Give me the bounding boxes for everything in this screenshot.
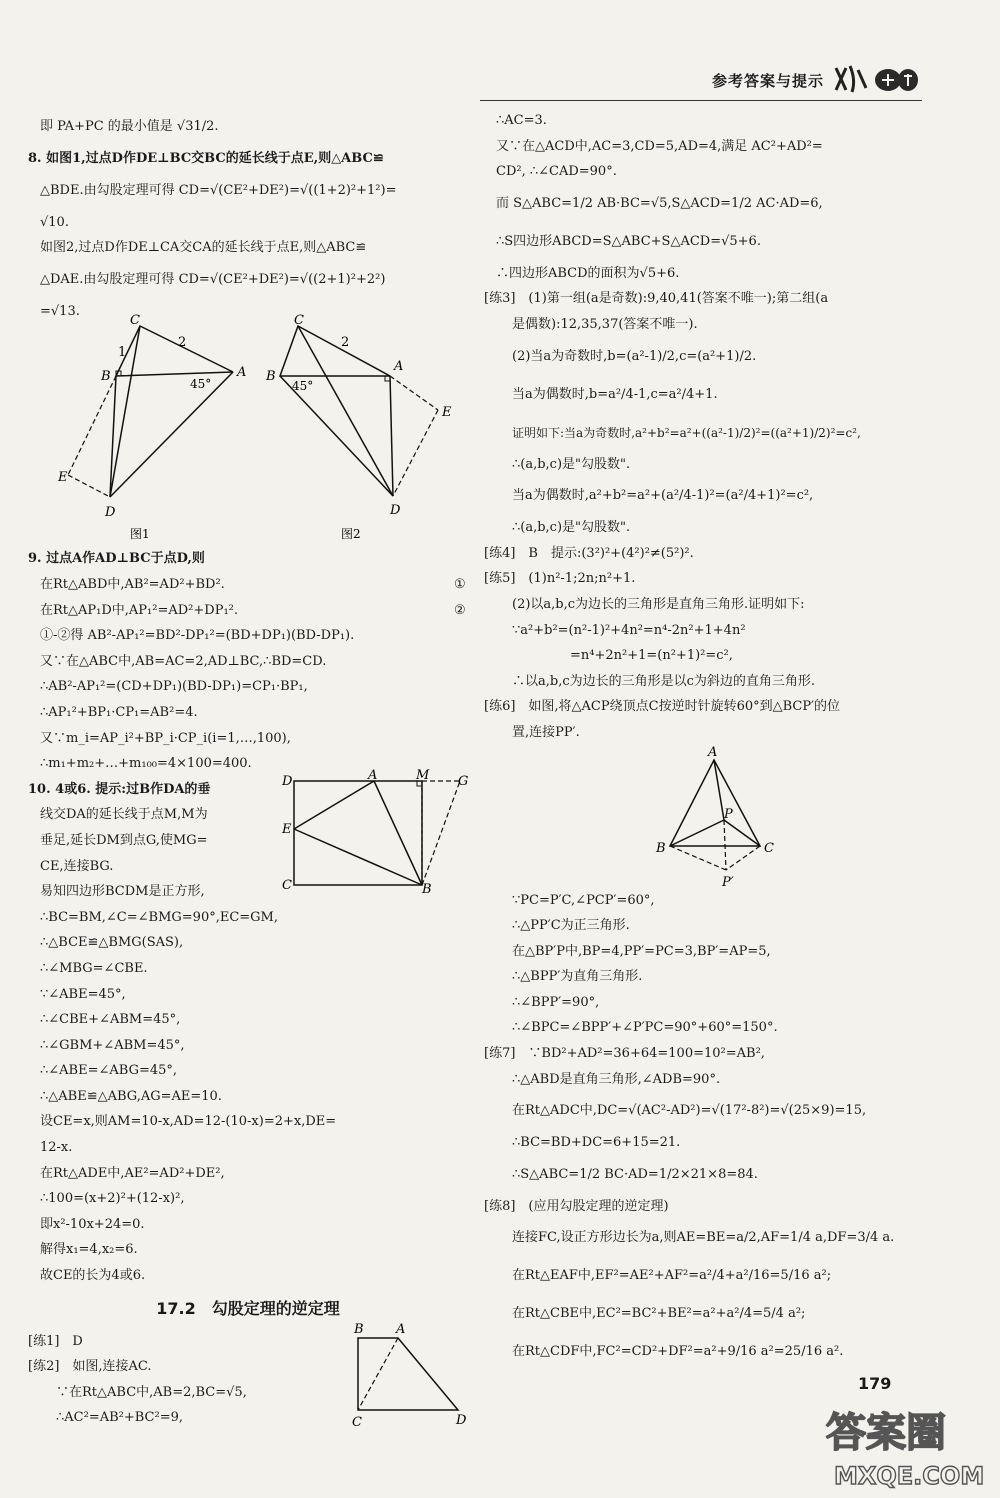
q9-line: 9. 过点A作AD⊥BC于点D,则 [28, 551, 205, 567]
rhs-line: ∴四边形ABCD的面积为√5+6. [496, 265, 680, 281]
lian6-label-P: P [724, 806, 733, 822]
lian2-label-A: A [396, 1322, 406, 1338]
q10-label-G: G [458, 773, 469, 789]
q9-line: 在Rt△ABD中,AB²=AD²+BD². ① [28, 572, 468, 598]
lian2-label-D: D [456, 1413, 467, 1429]
lian7-line: ∴△ABD是直角三角形,∠ADB=90°. [512, 1071, 721, 1087]
lian8-line: 在Rt△EAF中,EF²=AE²+AF²=a²/4+a²/16=5/16 a²; [512, 1268, 832, 1284]
q10-label-C: C [282, 877, 292, 893]
q10-label-M: M [416, 767, 430, 783]
fig1-label-B: B [101, 369, 111, 385]
q8-line: √10. [40, 214, 69, 230]
fig2-caption: 图2 [341, 527, 361, 542]
page-number: 179 [858, 1374, 892, 1393]
q10-line: ∴△ABE≌△ABG,AG=AE=10. [40, 1088, 222, 1104]
lian7-line: ∴S△ABC=1/2 BC·AD=1/2×21×8=84. [512, 1166, 758, 1182]
fig1-label-A: A [237, 365, 247, 381]
figure-2 [265, 313, 452, 541]
q10-line: ∴BC=BM,∠C=∠BMG=90°,EC=GM, [40, 909, 278, 925]
page-header [480, 62, 920, 96]
equation-mark-1: ① [454, 576, 466, 592]
q10-line: 易知四边形BCDM是正方形, [40, 884, 205, 900]
q10-line: ∴∠MBG=∠CBE. [40, 960, 148, 976]
fig1-label-2: 2 [178, 335, 187, 351]
q8-line: 8. 如图1,过点D作DE⊥BC交BC的延长线于点E,则△ABC≌ [28, 151, 384, 166]
q9-line: 又∵m_i=AP_i²+BP_i·CP_i(i=1,…,100), [40, 730, 291, 746]
figure-1 [57, 313, 246, 541]
lian2-line: ∴AC²=AB²+BC²=9, [56, 1410, 184, 1426]
q10-line: CE,连接BG. [40, 858, 114, 874]
right-column [484, 108, 924, 1371]
q10-label-A: A [368, 767, 378, 783]
rhs-line: 而 S△ABC=1/2 AB·BC=√5,S△ACD=1/2 AC·AD=6, [496, 195, 823, 211]
rhs-line: ∴S四边形ABCD=S△ABC+S△ACD=√5+6. [496, 233, 761, 249]
lian3-line: 是偶数):12,35,37(答案不唯一). [512, 316, 698, 332]
q10-line: 垂足,延长DM到点G,使MG= [40, 832, 208, 848]
watermark-url: MXQE.COM [834, 1462, 985, 1490]
lian2-label-C: C [352, 1415, 362, 1431]
q8-line: △DAE.由勾股定理可得 CD=√(CE²+DE²)=√((2+1)²+2²) [40, 271, 386, 287]
q9-line: 在Rt△AP₁D中,AP₁²=AD²+DP₁². ② [28, 598, 468, 624]
q8-line: 如图2,过点D作DE⊥CA交CA的延长线于点E,则△ABC≌ [40, 240, 367, 256]
lian4-line: [练4] B 提示:(3²)²+(4²)²≠(5²)². [484, 545, 694, 561]
fig1-label-1: 1 [118, 345, 127, 361]
lian6-line: ∴△BPP′为直角三角形. [512, 969, 643, 985]
lian2-line: [练2] 如图,连接AC. [28, 1359, 152, 1375]
rhs-line: CD², ∴∠CAD=90°. [496, 164, 617, 180]
lian7-line: [练7] ∵BD²+AD²=36+64=100=10²=AB², [484, 1046, 765, 1062]
q10-line: ∵∠ABE=45°, [40, 986, 126, 1002]
lian6-line: ∴∠BPC=∠BPP′+∠P′PC=90°+60°=150°. [512, 1020, 778, 1036]
q10-line: 在Rt△ADE中,AE²=AD²+DE², [40, 1165, 225, 1181]
q10-line: ∴△BCE≌△BMG(SAS), [40, 935, 184, 951]
fig1-label-C: C [130, 313, 140, 329]
header-rule [480, 100, 922, 101]
q10-line: 解得x₁=4,x₂=6. [40, 1242, 138, 1258]
lian5-line: ∵a²+b²=(n²-1)²+4n²=n⁴-2n²+1+4n² [512, 622, 746, 638]
q10-line: ∴100=(x+2)²+(12-x)², [40, 1191, 185, 1207]
lian1-line: [练1] D [28, 1333, 83, 1349]
lian6-label-Pprime: P′ [722, 874, 734, 890]
q10-label-B: B [422, 881, 432, 897]
lian6-figure [644, 746, 794, 888]
rhs-line: ∴AC=3. [496, 113, 547, 128]
lian8-line: 在Rt△CBE中,EC²=BC²+BE²=a²+a²/4=5/4 a²; [512, 1306, 806, 1322]
lian2-figure [346, 1320, 476, 1430]
q10-line: ∴∠GBM+∠ABM=45°, [40, 1037, 185, 1053]
brand-logo-icon [832, 62, 920, 96]
fig2-label-2: 2 [341, 335, 350, 351]
q10-line: 即x²-10x+24=0. [40, 1216, 145, 1232]
lian6-label-C: C [764, 840, 774, 856]
fig2-label-D: D [390, 503, 401, 519]
lian2-line: ∵在Rt△ABC中,AB=2,BC=√5, [56, 1384, 247, 1400]
q10-line: 线交DA的延长线于点M,M为 [40, 807, 208, 823]
lian3-line: 当a为偶数时,b=a²/4-1,c=a²/4+1. [512, 386, 718, 402]
lian5-line: =n⁴+2n²+1=(n²+1)²=c², [570, 648, 733, 664]
lian6-line: 置,连接PP′. [512, 724, 580, 740]
q10-line: 设CE=x,则AM=10-x,AD=12-(10-x)=2+x,DE= [40, 1114, 337, 1130]
rhs-line: 又∵在△ACD中,AC=3,CD=5,AD=4,满足 AC²+AD²= [496, 138, 823, 154]
equation-mark-2: ② [454, 602, 466, 618]
q9-line: 又∵在△ABC中,AB=AC=2,AD⊥BC,∴BD=CD. [40, 653, 327, 669]
lian6-label-B: B [656, 840, 666, 856]
q10-line: 12-x. [40, 1140, 73, 1156]
lian6-label-A: A [708, 744, 718, 760]
lian7-line: 在Rt△ADC中,DC=√(AC²-AD²)=√(17²-8²)=√(25×9)=15, [512, 1103, 867, 1119]
q9-line: ∴AB²-AP₁²=(CD+DP₁)(BD-DP₁)=CP₁·BP₁, [40, 679, 308, 695]
lian3-line: [练3] (1)第一组(a是奇数):9,40,41(答案不唯一);第二组(a [484, 291, 829, 307]
fig1-label-D: D [105, 505, 116, 521]
lian6-line: 在△BP′P中,BP=4,PP′=PC=3,BP′=AP=5, [512, 943, 771, 959]
lian2-label-B: B [354, 1322, 364, 1338]
lian3-line: 当a为偶数时,a²+b²=a²+(a²/4-1)²=(a²/4+1)²=c², [512, 488, 814, 504]
q10-label-E: E [282, 821, 292, 837]
q9-line: ∴m₁+m₂+…+m₁₀₀=4×100=400. [40, 756, 252, 772]
q10-label-D: D [282, 773, 293, 789]
lian7-line: ∴BC=BD+DC=6+15=21. [512, 1135, 681, 1151]
left-column [28, 108, 468, 1431]
fig2-label-C: C [294, 313, 304, 329]
lian8-line: [练8] (应用勾股定理的逆定理) [484, 1198, 669, 1214]
header-title: 参考答案与提示 [711, 72, 824, 90]
lian3-line: 证明如下:当a为奇数时,a²+b²=a²+((a²-1)/2)²=((a²+1)/2)²=c², [512, 425, 861, 440]
q10-line: ∴∠ABE=∠ABG=45°, [40, 1063, 178, 1079]
lian6-line: ∴△PP′C为正三角形. [512, 918, 630, 934]
lian6-line: [练6] 如图,将△ACP绕顶点C按逆时针旋转60°到△BCP′的位 [484, 699, 841, 715]
watermark-logo-icon [820, 1400, 992, 1490]
lian8-line: 在Rt△CDF中,FC²=CD²+DF²=a²+9/16 a²=25/16 a². [512, 1344, 844, 1360]
lian3-line: ∴(a,b,c)是"勾股数". [512, 456, 631, 472]
lian6-line: ∴∠BPP′=90°, [512, 994, 600, 1010]
fig1-angle: 45° [190, 377, 212, 392]
q10-figure [278, 767, 470, 897]
min-value-line: 即 PA+PC 的最小值是 √31/2. [40, 119, 219, 134]
lian3-line: (2)当a为奇数时,b=(a²-1)/2,c=(a²+1)/2. [512, 348, 757, 364]
section-title: 17.2 勾股定理的逆定理 [156, 1298, 340, 1318]
lian6-line: ∵PC=P′C,∠PCP′=60°, [512, 892, 655, 908]
q8-line: △BDE.由勾股定理可得 CD=√(CE²+DE²)=√((1+2)²+1²)= [40, 182, 397, 198]
q9-line: ∴AP₁²+BP₁·CP₁=AB²=4. [40, 704, 198, 720]
lian8-line: 连接FC,设正方形边长为a,则AE=BE=a/2,AF=1/4 a,DF=3/4 a. [512, 1230, 895, 1246]
q10-line: ∴∠CBE+∠ABM=45°, [40, 1012, 181, 1028]
fig2-label-A: A [394, 359, 404, 375]
q9-line: ①-②得 AB²-AP₁²=BD²-DP₁²=(BD+DP₁)(BD-DP₁). [40, 628, 355, 644]
lian3-line: ∴(a,b,c)是"勾股数". [512, 520, 631, 536]
fig2-label-B: B [266, 369, 276, 385]
q10-line: 10. 4或6. 提示:过B作DA的垂 [28, 781, 211, 797]
fig1-label-E: E [58, 470, 68, 486]
fig1-caption: 图1 [130, 527, 150, 542]
watermark-text: 答案圈 [826, 1410, 946, 1456]
q8-figures [28, 313, 468, 546]
fig2-angle: 45° [292, 379, 314, 394]
q10-line: 故CE的长为4或6. [40, 1268, 146, 1284]
lian5-line: ∴以a,b,c为边长的三角形是以c为斜边的直角三角形. [512, 673, 816, 689]
lian5-line: [练5] (1)n²-1;2n;n²+1. [484, 571, 636, 587]
fig2-label-E: E [442, 405, 452, 421]
lian5-line: (2)以a,b,c为边长的三角形是直角三角形.证明如下: [512, 596, 805, 612]
q8-line: =√13. [40, 303, 80, 319]
q10-intro-block [28, 767, 469, 905]
